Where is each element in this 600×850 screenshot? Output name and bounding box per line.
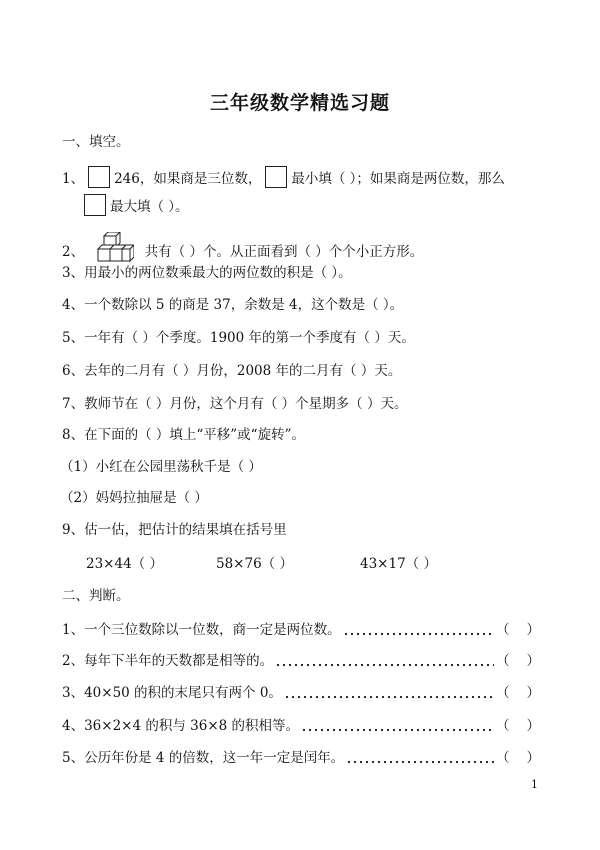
- question-1-line-1: [62, 166, 505, 189]
- judge-item-3: [62, 683, 540, 703]
- question-1-number: 1、: [62, 171, 85, 187]
- question-9: 9、估一估，把估计的结果填在括号里: [62, 522, 287, 538]
- question-1-part-1: 246，如果商是三位数，: [114, 171, 262, 187]
- estimate-2: 58×76（ ）: [216, 556, 293, 572]
- section-two-heading: 二、判断。: [62, 588, 130, 604]
- answer-parens: [496, 716, 540, 736]
- estimate-1: 23×44（ ）: [86, 556, 163, 572]
- answer-parens: [496, 651, 540, 671]
- question-8-sub-1: （1）小红在公园里荡秋千是（ ）: [60, 459, 262, 475]
- answer-parens: [496, 683, 540, 703]
- paren-open: （: [496, 622, 510, 638]
- page-number: 1: [531, 778, 538, 791]
- judge-item-4: [62, 716, 540, 736]
- judge-item-4-text: 4、36×2×4 的积与 36×8 的积相等。: [62, 718, 300, 734]
- question-8-sub-2: （2）妈妈拉抽屉是（ ）: [60, 490, 208, 506]
- leader-dots: [301, 716, 494, 736]
- blank-box-2: [265, 166, 287, 188]
- question-7: 7、教师节在（ ）月份，这个月有（ ）个星期多（ ）天。: [62, 396, 408, 412]
- paren-open: （: [496, 750, 510, 766]
- section-one-heading: 一、填空。: [62, 134, 130, 150]
- question-4: 4、一个数除以 5 的商是 37，余数是 4，这个数是（ ）。: [62, 297, 404, 313]
- paren-close: ）: [526, 622, 540, 638]
- page-title: 三年级数学精选习题: [209, 92, 390, 114]
- question-1-line-2: [80, 194, 189, 217]
- leader-dots: [343, 620, 494, 640]
- judge-item-3-text: 3、40×50 的积的末尾只有两个 0。: [62, 685, 282, 701]
- blank-box-1: [88, 166, 110, 188]
- blank-box-3: [84, 194, 106, 216]
- question-1-part-3: 最大填（ ）。: [110, 199, 189, 215]
- leader-dots: [275, 651, 494, 671]
- answer-parens: [496, 748, 540, 768]
- paren-open: （: [496, 718, 510, 734]
- paren-close: ）: [526, 750, 540, 766]
- paren-open: （: [496, 685, 510, 701]
- question-8: 8、在下面的（ ）填上“平移”或“旋转”。: [62, 427, 305, 443]
- paren-close: ）: [526, 718, 540, 734]
- paren-open: （: [496, 653, 510, 669]
- paren-close: ）: [526, 653, 540, 669]
- question-3: 3、用最小的两位数乘最大的两位数的积是（ ）。: [62, 265, 352, 281]
- judge-item-2-text: 2、每年下半年的天数都是相等的。: [62, 653, 274, 669]
- answer-parens: [496, 620, 540, 640]
- question-6: 6、去年的二月有（ ）月份，2008 年的二月有（ ）天。: [62, 363, 402, 379]
- question-2-text: 共有（ ）个。从正面看到（ ）个个小正方形。: [144, 244, 424, 260]
- judge-item-5-text: 5、公历年份是 4 的倍数，这一年一定是闰年。: [62, 750, 345, 766]
- judge-item-2: [62, 651, 540, 671]
- estimate-3: 43×17（ ）: [360, 556, 437, 572]
- question-5: 5、一年有（ ）个季度。1900 年的第一个季度有（ ）天。: [62, 330, 415, 346]
- judge-item-5: [62, 748, 540, 768]
- paren-close: ）: [526, 685, 540, 701]
- judge-item-1: [62, 620, 540, 640]
- leader-dots: [346, 748, 494, 768]
- question-2-number: 2、: [62, 244, 85, 260]
- leader-dots: [284, 683, 494, 703]
- question-1-part-2: 最小填（ ）；如果商是两位数，那么: [291, 171, 505, 187]
- judge-item-1-text: 1、一个三位数除以一位数，商一定是两位数。: [62, 622, 341, 638]
